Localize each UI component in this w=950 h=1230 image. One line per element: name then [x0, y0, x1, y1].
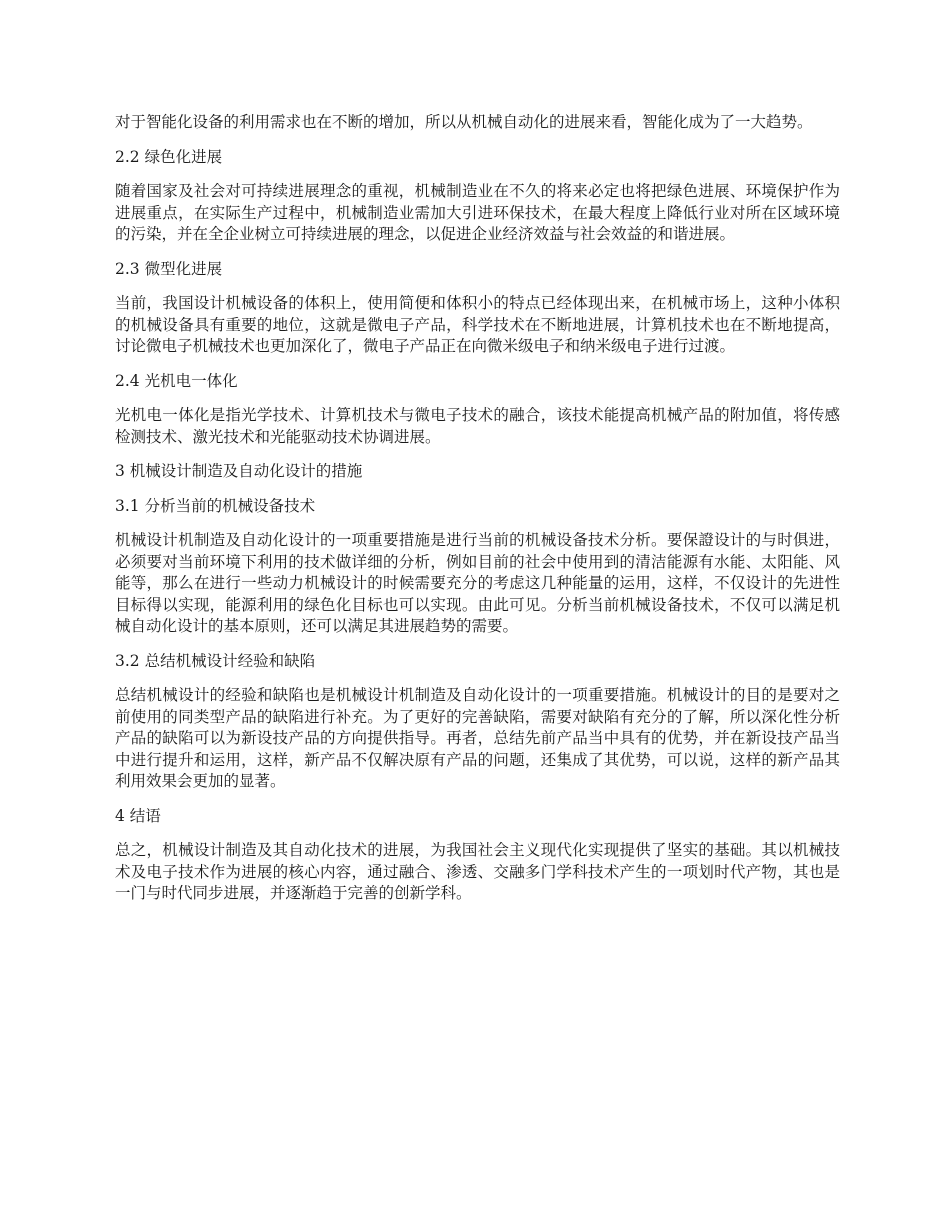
heading-3-1-analysis: 3.1 分析当前的机械设备技术: [115, 496, 316, 515]
document-page: [115, 112, 840, 918]
heading-2-4-optomechatronics: 2.4 光机电一体化: [115, 371, 238, 390]
heading-3-2-summary: 3.2 总结机械设计经验和缺陷: [115, 651, 316, 670]
paragraph-optomechatronics: 光机电一体化是指光学技术、计算机技术与微电子技术的融合，该技术能提高机械产品的附加值，将传感检测技术、激光技术和光能驱动技术协调进展。: [115, 406, 840, 446]
paragraph-experience-defects: 总结机械设计的经验和缺陷也是机械设计机制造及自动化设计的一项重要措施。机械设计的目的是要对之前使用的同类型产品的缺陷进行补充。为了更好的完善缺陷，需要对缺陷有充分的了解，所以深化性分析产品的缺陷可以为新设技产品的方向提供指导。再者，总结先前产品当中具有的优势，并在新设技产品当中进行提升和运用，这样，新产品不仅解决原有产品的问题，还集成了其优势，可以说，这样的新产品其利用效果会更加的显著。: [115, 686, 840, 790]
paragraph-green-development: 随着国家及社会对可持续进展理念的重视，机械制造业在不久的将来必定也将把绿色进展、环境保护作为进展重点，在实际生产过程中，机械制造业需加大引进环保技术，在最大程度上降低行业对所在区域环境的污染，并在全企业树立可持续进展的理念，以促进企业经济效益与社会效益的和谐进展。: [115, 182, 840, 243]
heading-4-conclusion: 4 结语: [115, 806, 161, 825]
heading-2-3-micro: 2.3 微型化进展: [115, 259, 223, 278]
paragraph-micro-development: 当前，我国设计机械设备的体积上，使用简便和体积小的特点已经体现出来，在机械市场上，这种小体积的机械设备具有重要的地位，这就是微电子产品，科学技术在不断地进展，计算机技术也在不断地提高，讨论微电子机械技术也更加深化了，微电子产品正在向微米级电子和纳米级电子进行过渡。: [115, 294, 840, 355]
paragraph-technology-analysis: 机械设计机制造及自动化设计的一项重要措施是进行当前的机械设备技术分析。要保證设计的与时俱进，必须要对当前环境下利用的技术做详细的分析，例如目前的社会中使用到的清洁能源有水能、太阳能、风能等，那么在进行一些动力机械设计的时候需要充分的考虑这几种能量的运用，这样，不仅设计的先进性目标得以实现，能源利用的绿色化目标也可以实现。由此可见。分析当前机械设备技术，不仅可以满足机械自动化设计的基本原则，还可以满足其进展趋势的需要。: [115, 531, 840, 635]
heading-2-2-green: 2.2 绿色化进展: [115, 147, 223, 166]
paragraph-conclusion: 总之，机械设计制造及其自动化技术的进展，为我国社会主义现代化实现提供了坚实的基础。其以机械技术及电子技术作为进展的核心内容，通过融合、渗透、交融多门学科技术产生的一项划时代产物，其也是一门与时代同步进展，并逐渐趋于完善的创新学科。: [115, 841, 840, 902]
paragraph-intelligence-trend: 对于智能化设备的利用需求也在不断的增加，所以从机械自动化的进展来看，智能化成为了一大趋势。: [115, 113, 813, 131]
heading-3-measures: 3 机械设计制造及自动化设计的措施: [115, 462, 363, 480]
